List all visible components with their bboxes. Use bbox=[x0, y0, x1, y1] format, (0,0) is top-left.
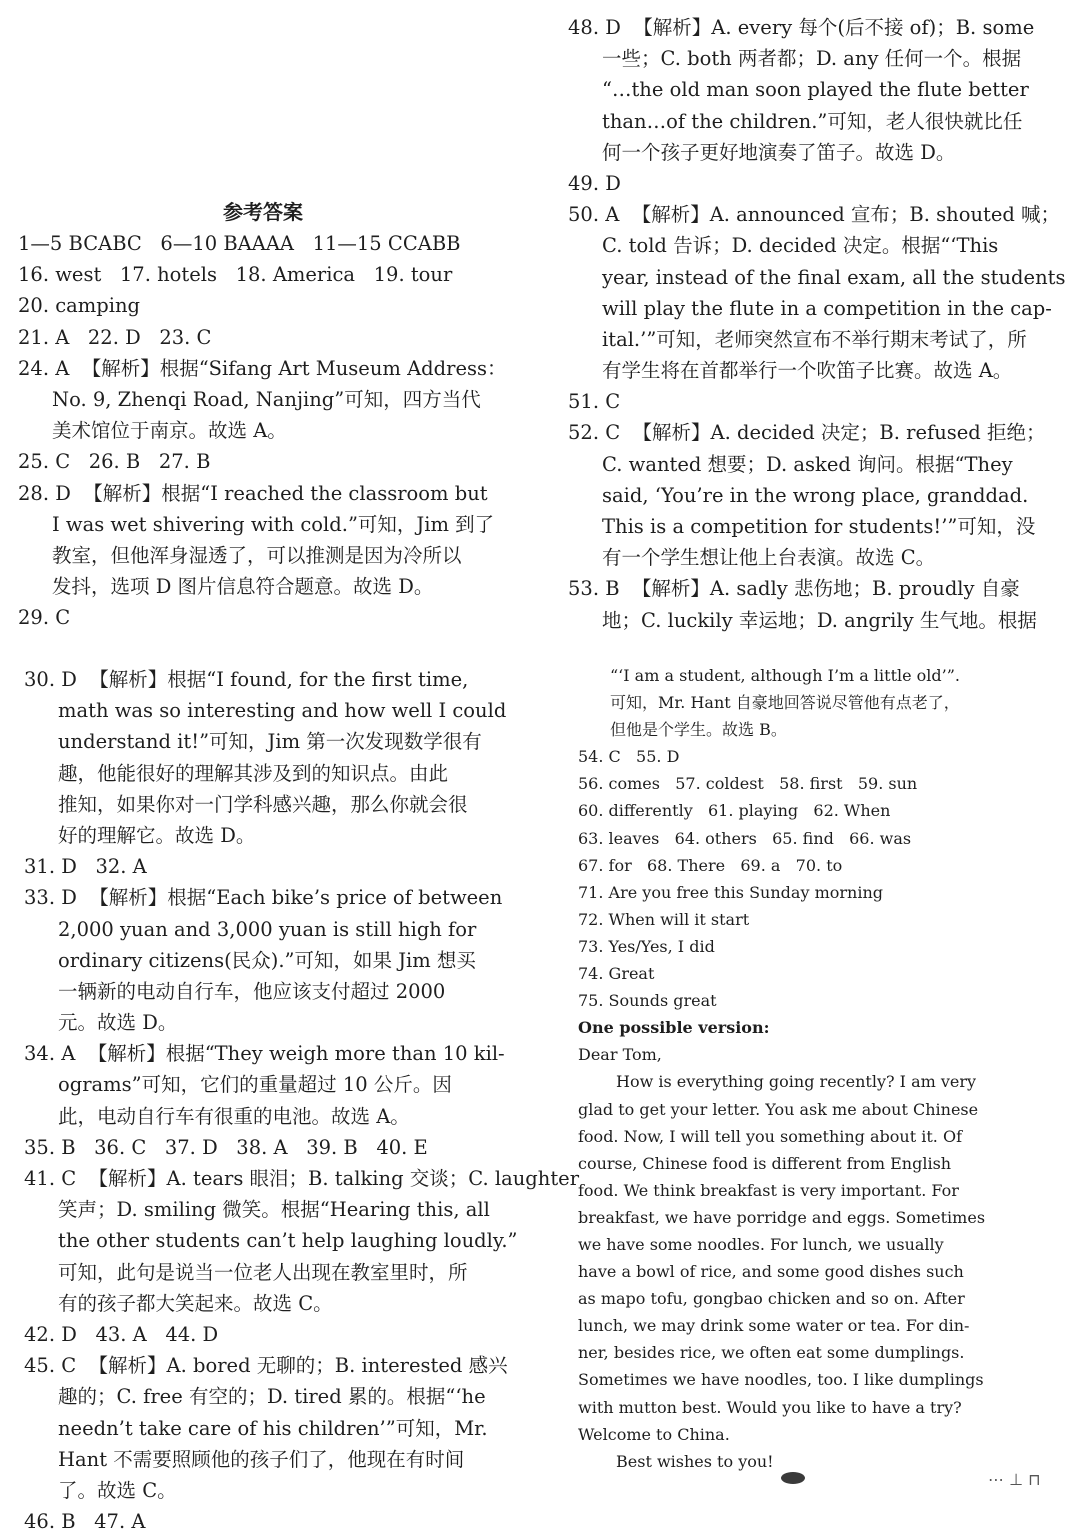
essay-line: Sometimes we have noodles, too. I like dumplings bbox=[578, 1370, 984, 1390]
answer-line: 趣，他能很好的理解其涉及到的知识点。由此 bbox=[58, 761, 449, 785]
essay-greeting: Dear Tom, bbox=[578, 1045, 662, 1065]
answer-line: 2,000 yuan and 3,000 yuan is still high for bbox=[58, 917, 477, 941]
answer-line: 29. C bbox=[18, 606, 71, 630]
answer-line: 发抖，选项 D 图片信息符合题意。故选 D。 bbox=[52, 575, 434, 599]
answer-line: 此，电动自行车有很重的电池。故选 A。 bbox=[58, 1104, 410, 1128]
essay-line: as mapo tofu, gongbao chicken and so on. After bbox=[578, 1289, 965, 1309]
answer-line: 50. A 【解析】A. announced 宣布；B. shouted 喊； bbox=[568, 203, 1061, 227]
answer-line: No. 9, Zhenqi Road, Nanjing”可知，四方当代 bbox=[52, 387, 481, 411]
answer-line: I was wet shivering with cold.”可知，Jim 到了 bbox=[52, 512, 495, 536]
answer-line: 元。故选 D。 bbox=[58, 1011, 178, 1035]
answer-line: 美术馆位于南京。故选 A。 bbox=[52, 419, 287, 443]
answer-line: 53. B 【解析】A. sadly 悲伤地；B. proudly 自豪 bbox=[568, 577, 1020, 601]
answer-line: 46. B 47. A bbox=[24, 1510, 146, 1534]
answer-line: ordinary citizens(民众).”可知，如果 Jim 想买 bbox=[58, 948, 476, 972]
answer-line: 30. D 【解析】根据“I found, for the first time, bbox=[24, 668, 469, 691]
answer-line: 24. A 【解析】根据“Sifang Art Museum Address： bbox=[18, 356, 507, 380]
answer-line: 74. Great bbox=[578, 964, 655, 984]
answer-line: 有的孩子都大笑起来。故选 C。 bbox=[58, 1291, 333, 1315]
essay-line: How is everything going recently? I am very bbox=[616, 1072, 977, 1092]
answer-line: C. told 告诉；D. decided 决定。根据“‘This bbox=[602, 234, 999, 258]
answer-line: ograms”可知，它们的重量超过 10 公斤。因 bbox=[58, 1073, 452, 1097]
answer-line: C. wanted 想要；D. asked 询问。根据“They bbox=[602, 452, 1013, 476]
right-column-top bbox=[568, 12, 1066, 636]
answer-line: 何一个孩子更好地演奏了笛子。故选 D。 bbox=[602, 140, 956, 164]
answer-line: 好的理解它。故选 D。 bbox=[58, 823, 256, 847]
answer-line: said, ‘You’re in the wrong place, granddad. bbox=[602, 483, 1029, 507]
answer-line: 20. camping bbox=[18, 294, 141, 318]
answer-line: 75. Sounds great bbox=[578, 991, 717, 1011]
answer-line: 21. A 22. D 23. C bbox=[18, 325, 212, 349]
essay-line: breakfast, we have porridge and eggs. Sometimes bbox=[578, 1207, 986, 1227]
answer-line: 地；C. luckily 幸运地；D. angrily 生气地。根据 bbox=[602, 608, 1037, 632]
answer-line: 45. C 【解析】A. bored 无聊的；B. interested 感兴 bbox=[24, 1354, 508, 1378]
right-column-bottom bbox=[578, 662, 1008, 1475]
answer-line: needn’t take care of his children’”可知，Mr. bbox=[58, 1416, 488, 1440]
answer-line: 71. Are you free this Sunday morning bbox=[578, 882, 883, 902]
answer-line: 教室，但他浑身湿透了，可以推测是因为冷所以 bbox=[52, 543, 462, 567]
sample-essay-heading: One possible version: bbox=[578, 1018, 770, 1038]
answer-line: 了。故选 C。 bbox=[58, 1478, 177, 1502]
answer-line: 16. west 17. hotels 18. America 19. tour bbox=[18, 263, 453, 287]
answer-line: 25. C 26. B 27. B bbox=[18, 450, 211, 474]
essay-line: lunch, we may drink some water or tea. For din- bbox=[578, 1316, 970, 1336]
answer-line: Hant 不需要照顾他的孩子们了，他现在有时间 bbox=[58, 1447, 465, 1471]
answer-line: 1—5 BCABC 6—10 BAAAA 11—15 CCABB bbox=[18, 232, 461, 255]
answer-line: 52. C 【解析】A. decided 决定；B. refused 拒绝； bbox=[568, 421, 1046, 445]
answer-line: 31. D 32. A bbox=[24, 855, 147, 879]
answer-line: 一辆新的电动自行车，他应该支付超过 2000 bbox=[58, 979, 446, 1003]
answer-line: 28. D 【解析】根据“I reached the classroom but bbox=[18, 481, 488, 505]
answer-line: will play the flute in a competition in the cap- bbox=[602, 296, 1052, 320]
answer-line: 42. D 43. A 44. D bbox=[24, 1322, 219, 1346]
answer-line: understand it!”可知，Jim 第一次发现数学很有 bbox=[58, 730, 482, 754]
answer-line: 48. D 【解析】A. every 每个(后不接 of)；B. some bbox=[568, 16, 1035, 39]
essay-line: Welcome to China. bbox=[578, 1424, 730, 1444]
answer-line: 41. C 【解析】A. tears 眼泪；B. talking 交谈；C. laughter bbox=[24, 1167, 580, 1190]
answer-line: “‘I am a student, although I’m a little old’”. bbox=[610, 666, 961, 685]
answer-line: 趣的；C. free 有空的；D. tired 累的。根据“‘he bbox=[58, 1385, 486, 1409]
essay-line: ner, besides rice, we often eat some dumplings. bbox=[578, 1343, 965, 1363]
answer-line: 33. D 【解析】根据“Each bike’s price of between bbox=[24, 886, 503, 910]
answer-line: 但他是个学生。故选 B。 bbox=[610, 720, 787, 740]
answer-key-title: 参考答案 bbox=[223, 200, 303, 224]
answer-line: 一些；C. both 两者都；D. any 任何一个。根据 bbox=[602, 47, 1022, 71]
answer-line: 56. comes 57. coldest 58. first 59. sun bbox=[578, 774, 918, 794]
left-column-bottom bbox=[24, 664, 580, 1537]
essay-line: with mutton best. Would you like to have a try? bbox=[578, 1397, 962, 1417]
answer-line: 34. A 【解析】根据“They weigh more than 10 kil- bbox=[24, 1042, 505, 1066]
ink-smudge bbox=[780, 1470, 806, 1486]
answer-line: 推知，如果你对一门学科感兴趣，那么你就会很 bbox=[58, 792, 468, 816]
answer-line: year, instead of the final exam, all the students bbox=[602, 265, 1066, 289]
answer-line: ital.’”可知，老师突然宣布不举行期末考试了，所 bbox=[602, 327, 1027, 351]
essay-line: we have some noodles. For lunch, we usually bbox=[578, 1234, 944, 1254]
answer-line: the other students can’t help laughing loudly.” bbox=[58, 1229, 518, 1253]
answer-line: This is a competition for students!’”可知，没 bbox=[602, 515, 1036, 538]
answer-line: 49. D bbox=[568, 171, 621, 195]
essay-line: food. We think breakfast is very important. For bbox=[578, 1180, 959, 1200]
answer-line: 笑声；D. smiling 微笑。根据“Hearing this, all bbox=[58, 1198, 490, 1222]
left-column-top bbox=[18, 198, 508, 633]
answer-line: 72. When will it start bbox=[578, 909, 750, 929]
answer-line: 73. Yes/Yes, I did bbox=[578, 936, 715, 956]
answer-line: math was so interesting and how well I could bbox=[58, 699, 507, 723]
answer-line: 63. leaves 64. others 65. find 66. was bbox=[578, 828, 912, 848]
answer-line: 60. differently 61. playing 62. When bbox=[578, 801, 891, 821]
answer-line: 有学生将在首都举行一个吹笛子比赛。故选 A。 bbox=[602, 359, 1013, 383]
essay-closing: Best wishes to you! bbox=[616, 1451, 774, 1471]
answer-line: 可知，Mr. Hant 自豪地回答说尽管他有点老了， bbox=[610, 693, 960, 713]
essay-line: glad to get your letter. You ask me about Chinese bbox=[578, 1099, 979, 1119]
answer-line: 35. B 36. C 37. D 38. A 39. B 40. E bbox=[24, 1135, 428, 1159]
essay-line: food. Now, I will tell you something about it. Of bbox=[578, 1126, 962, 1146]
answer-line: “…the old man soon played the flute better bbox=[602, 78, 1029, 102]
essay-line: have a bowl of rice, and some good dishes such bbox=[578, 1262, 964, 1282]
answer-line: 67. for 68. There 69. a 70. to bbox=[578, 855, 843, 875]
answer-line: 54. C 55. D bbox=[578, 747, 680, 767]
essay-line: course, Chinese food is different from English bbox=[578, 1153, 952, 1173]
answer-line: 可知，此句是说当一位老人出现在教室里时，所 bbox=[58, 1260, 468, 1284]
corner-mark: ⋯ ⊥ ⊓ bbox=[988, 1470, 1041, 1489]
answer-line: 51. C bbox=[568, 390, 621, 414]
answer-line: 有一个学生想让他上台表演。故选 C。 bbox=[602, 546, 936, 570]
answer-line: than…of the children.”可知，老人很快就比任 bbox=[602, 109, 1023, 133]
